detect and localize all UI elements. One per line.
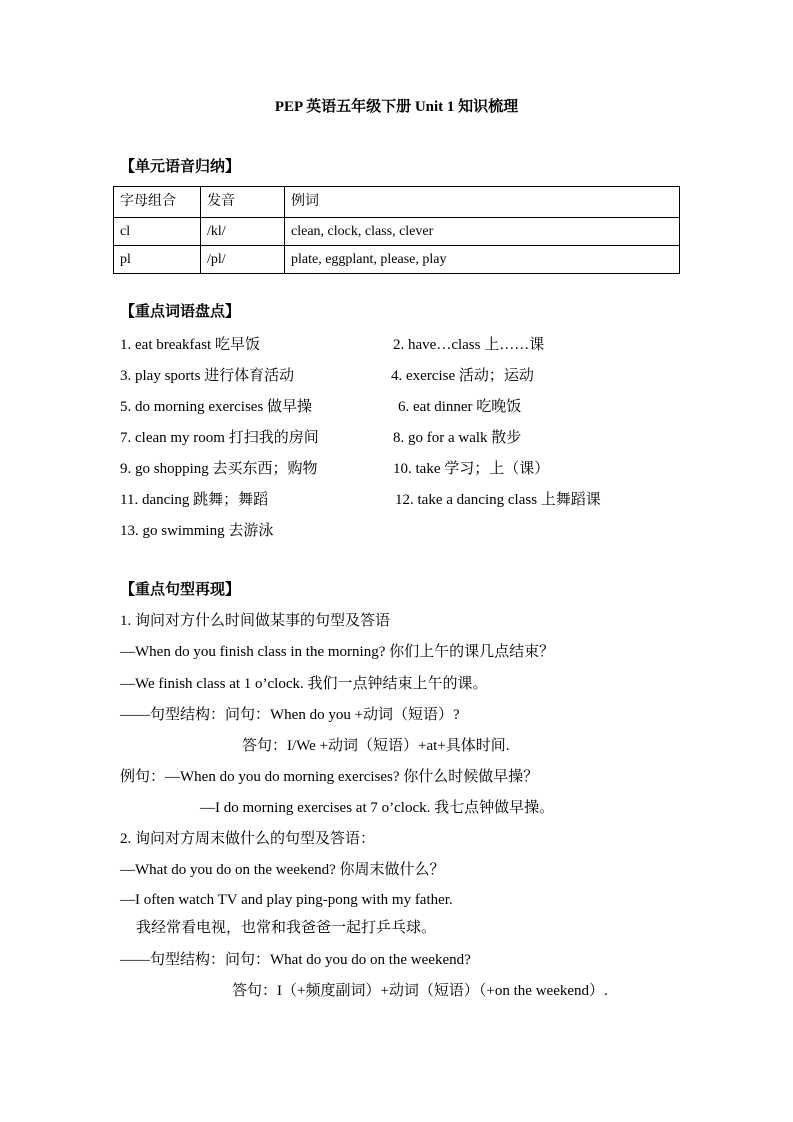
header-cell-examples: 例词 <box>285 187 680 218</box>
vocab-item: 2. have…class 上……课 <box>393 337 545 353</box>
vocab-item: 8. go for a walk 散步 <box>393 430 522 446</box>
vocab-item: 12. take a dancing class 上舞蹈课 <box>395 492 601 508</box>
sentence-line: —I often watch TV and play ping-pong with my father. <box>120 892 453 908</box>
table-cell: pl <box>114 246 201 274</box>
sentence-line: 2. 询问对方周末做什么的句型及答语： <box>120 831 376 847</box>
sentence-line: ——句型结构：问句：When do you +动词（短语）? <box>120 707 460 723</box>
vocab-item: 4. exercise 活动；运动 <box>391 368 534 384</box>
phonics-heading: 【单元语音归纳】 <box>120 159 241 175</box>
phonics-table <box>113 186 680 274</box>
vocab-item: 9. go shopping 去买东西；购物 <box>120 461 318 477</box>
sentence-line: 我经常看电视，也常和我爸爸一起打乒乓球。 <box>136 920 437 936</box>
sentence-line: —I do morning exercises at 7 o’clock. 我七点钟做早操。 <box>200 800 555 816</box>
vocab-item: 3. play sports 进行体育活动 <box>120 368 295 384</box>
page-title: PEP 英语五年级下册 Unit 1 知识梳理 <box>274 99 519 115</box>
table-cell: /kl/ <box>201 218 285 246</box>
sentence-line: —When do you finish class in the morning? 你们上午的课几点结束？ <box>120 644 555 660</box>
header-cell-letters: 字母组合 <box>114 187 201 218</box>
vocab-item: 10. take 学习；上（课） <box>393 461 550 477</box>
sentences-heading: 【重点句型再现】 <box>120 582 241 598</box>
table-cell: plate, eggplant, please, play <box>285 246 680 274</box>
vocab-item: 6. eat dinner 吃晚饭 <box>398 399 522 415</box>
vocab-item: 1. eat breakfast 吃早饭 <box>120 337 260 353</box>
table-row <box>114 246 680 274</box>
vocab-item: 7. clean my room 打扫我的房间 <box>120 430 319 446</box>
table-cell: cl <box>114 218 201 246</box>
table-cell: /pl/ <box>201 246 285 274</box>
vocab-heading: 【重点词语盘点】 <box>120 304 241 320</box>
header-cell-sound: 发音 <box>201 187 285 218</box>
sentence-line: 答句：I/We +动词（短语）+at+具体时间. <box>242 738 510 754</box>
sentence-line: 例句：—When do you do morning exercises? 你什么时候做早操？ <box>120 769 539 785</box>
sentence-line: ——句型结构：问句：What do you do on the weekend? <box>120 952 471 968</box>
sentence-line: —What do you do on the weekend? 你周末做什么？ <box>120 862 445 878</box>
table-header-row <box>114 187 680 218</box>
sentence-line: —We finish class at 1 o’clock. 我们一点钟结束上午的课。 <box>120 676 488 692</box>
vocab-item: 11. dancing 跳舞；舞蹈 <box>120 492 269 508</box>
vocab-item: 5. do morning exercises 做早操 <box>120 399 313 415</box>
table-row <box>114 218 680 246</box>
sentence-line: 1. 询问对方什么时间做某事的句型及答语 <box>120 613 391 629</box>
sentence-line: 答句：I（+频度副词）+动词（短语）（+on the weekend）. <box>232 983 608 999</box>
table-cell: clean, clock, class, clever <box>285 218 680 246</box>
vocab-item: 13. go swimming 去游泳 <box>120 523 274 539</box>
